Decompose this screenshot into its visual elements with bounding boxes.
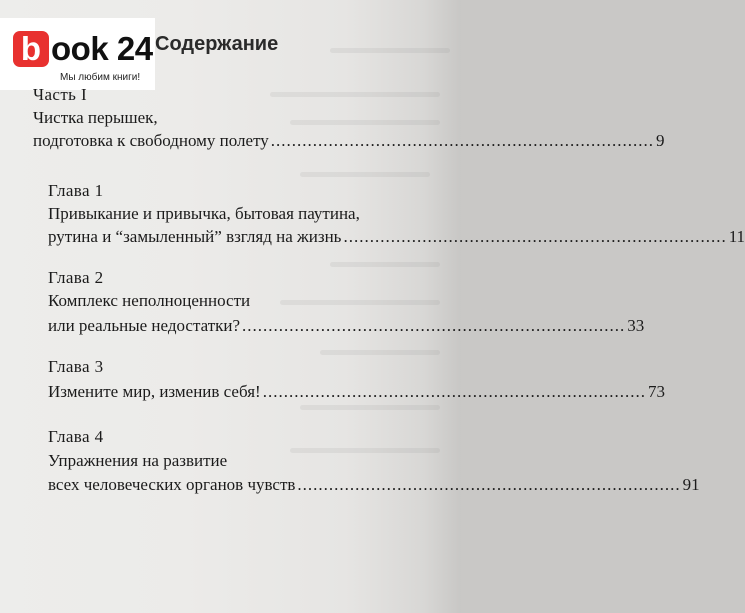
chapter-4-title-line1: Упражнения на развитие (48, 451, 228, 470)
page-number: 91 (682, 475, 700, 494)
toc-entry-chapter-1[interactable] (48, 227, 745, 247)
toc-entry-chapter-2[interactable] (48, 316, 645, 336)
part-title-line1: Чистка перышек, (33, 108, 158, 127)
leader-dots: ......................................................................... (242, 316, 626, 335)
page-number: 73 (647, 382, 665, 401)
toc-entry-text: подготовка к свободному полету (33, 131, 269, 150)
page-title: Содержание (155, 33, 279, 55)
bleed-through-text (330, 48, 450, 53)
page-number: 33 (627, 316, 645, 335)
page-number: 11 (728, 227, 745, 246)
chapter-1-title-line1: Привыкание и привычка, бытовая паутина, (48, 204, 360, 223)
book24-logo[interactable] (0, 18, 155, 90)
chapter-2-title-line1: Комплекс неполноценности (48, 291, 251, 310)
toc-entry-text: Измените мир, изменив себя! (48, 382, 261, 401)
leader-dots: ......................................................................... (297, 475, 681, 494)
bleed-through-text (290, 448, 440, 453)
page-number: 9 (656, 131, 665, 150)
bleed-through-text (300, 405, 440, 410)
leader-dots: ......................................................................... (262, 382, 646, 401)
leader-dots: ......................................................................... (343, 227, 727, 246)
toc-entry-chapter-4[interactable] (48, 475, 700, 495)
toc-entry-chapter-3[interactable] (48, 382, 665, 402)
toc-entry-text: всех человеческих органов чувств (48, 475, 296, 494)
bleed-through-text (300, 172, 430, 177)
bleed-through-text (290, 120, 440, 125)
chapter-4-heading: Глава 4 (48, 427, 104, 446)
chapter-2-heading: Глава 2 (48, 268, 104, 287)
part-heading: Часть I (33, 85, 88, 104)
logo-tagline: Мы любим книги! (60, 72, 141, 83)
toc-entry-text: рутина и “замыленный” взгляд на жизнь (48, 227, 342, 246)
bleed-through-text (280, 300, 440, 305)
toc-entry-text: или реальные недостатки? (48, 316, 241, 335)
chapter-3-heading: Глава 3 (48, 357, 104, 376)
chapter-1-heading: Глава 1 (48, 181, 104, 200)
toc-entry-part-1[interactable] (33, 131, 665, 151)
bleed-through-text (320, 350, 440, 355)
logo-b-mark: b (13, 31, 49, 67)
leader-dots: ......................................................................... (270, 131, 655, 150)
bleed-through-text (330, 262, 440, 267)
bleed-through-text (270, 92, 440, 97)
logo-wordmark: ook 24 (51, 30, 153, 67)
